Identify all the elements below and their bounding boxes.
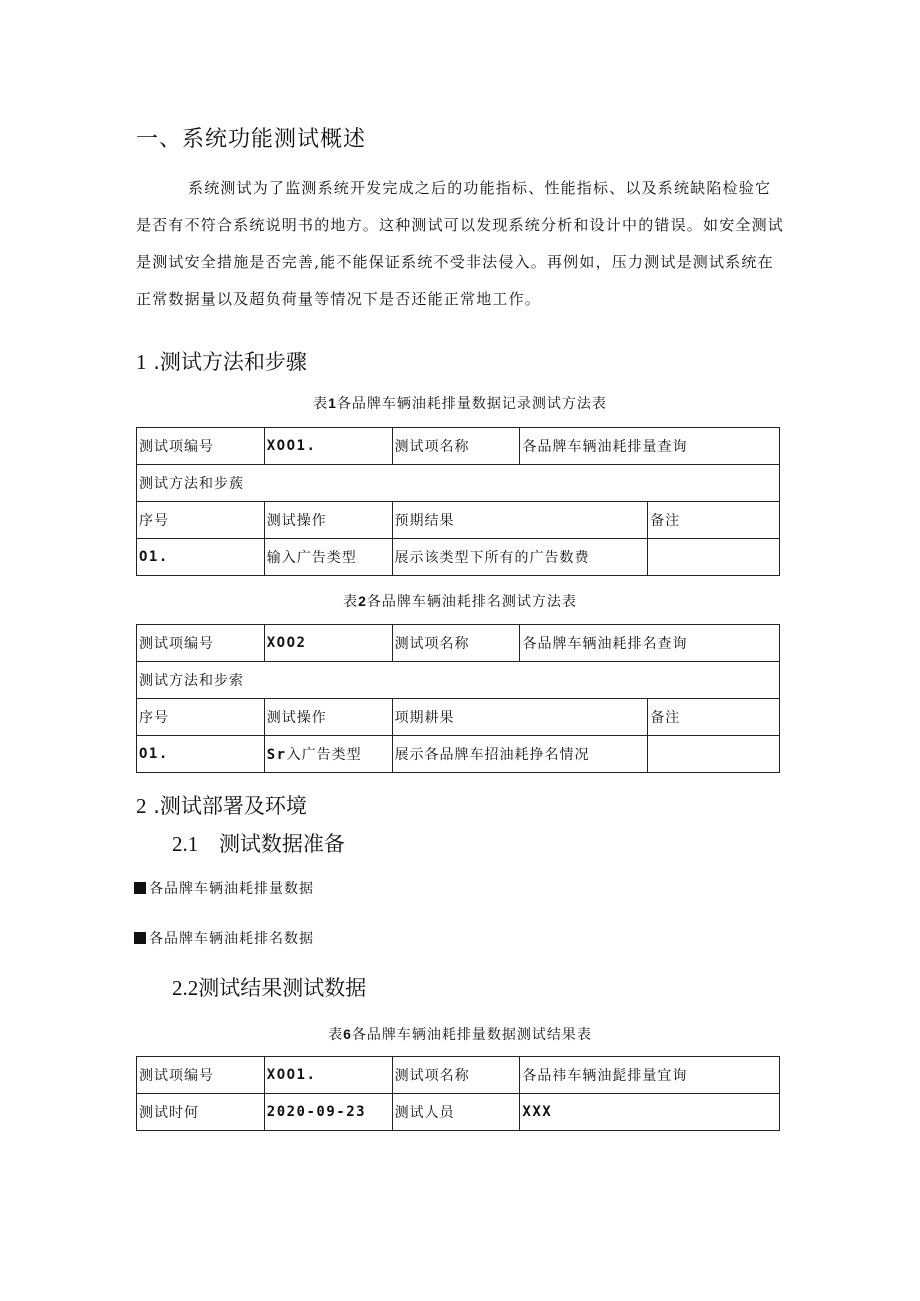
table-header-row — [137, 699, 780, 736]
table-row — [137, 1094, 780, 1131]
cell-name-value: 各品牌车辆油耗排名查询 — [520, 625, 780, 662]
table-row — [137, 465, 780, 502]
table-row — [137, 662, 780, 699]
cell-name-label: 测试项名称 — [392, 1057, 520, 1094]
cell-operation-text: 入广告类型 — [286, 747, 362, 763]
list-item: 各品牌车辆油耗排量数据 — [134, 878, 314, 898]
bullet-square-icon — [134, 882, 146, 894]
table1-caption: 表1各品牌车辆油耗排量数据记录测试方法表 — [313, 395, 607, 412]
subsection-number: 2.1 — [172, 832, 199, 856]
bullet-square-icon — [134, 932, 146, 944]
section-heading-test-method — [136, 346, 307, 376]
overview-paragraph: 系统测试为了监测系统开发完成之后的功能指标、性能指标、以及系统缺陷检验它是否有不符合系统说明书的地方。这种测试可以发现系统分析和设计中的错误。如安全测试是测试安全措施是否完善,能不能保证系统不受非法侵入。再例如，压力测试是测试系统在正常数据量以及超负荷量等情况下是否还能正常地工作。 — [136, 179, 785, 308]
cell-id-value: XOO1. — [264, 1057, 392, 1094]
header-note: 备注 — [648, 502, 780, 539]
cell-expected: 展示该类型下所有的广告数费 — [392, 539, 648, 576]
table-row — [137, 539, 780, 576]
cell-id-value: XOO1. — [264, 428, 392, 465]
cell-seq: O1. — [137, 736, 265, 773]
table-row — [137, 1057, 780, 1094]
section-title-overview: 一、系统功能测试概述 — [136, 127, 367, 152]
cell-operation: 输入广告类型 — [264, 539, 392, 576]
cell-expected: 展示各品牌车招油耗挣名情况 — [392, 736, 648, 773]
subsection-heading-results — [172, 972, 366, 1002]
header-note: 备注 — [648, 699, 780, 736]
cell-name-label: 测试项名称 — [392, 625, 520, 662]
subsection-heading-data-prep — [172, 828, 345, 858]
header-seq: 序号 — [137, 502, 265, 539]
table-row — [137, 625, 780, 662]
subsection-title: 测试数据准备 — [218, 832, 345, 856]
cell-method-label: 测试方法和步索 — [137, 662, 780, 699]
table6 — [136, 1056, 780, 1131]
cell-person-label: 测试人员 — [392, 1094, 520, 1131]
cell-name-value: 各品祎车辆油髭排量宜询 — [520, 1057, 780, 1094]
cell-id-label: 测试项编号 — [137, 428, 265, 465]
cell-note — [648, 736, 780, 773]
cell-method-label: 测试方法和步蔟 — [137, 465, 780, 502]
table6-caption: 表6各品牌车辆油耗排量数据测试结果表 — [328, 1026, 592, 1043]
cell-time-value: 2020-09-23 — [264, 1094, 392, 1131]
cell-name-label: 测试项名称 — [392, 428, 520, 465]
cell-operation-prefix: Sr — [266, 747, 287, 763]
cell-id-label: 测试项编号 — [137, 1057, 265, 1094]
cell-id-value: XOO2 — [264, 625, 392, 662]
cell-seq: O1. — [137, 539, 265, 576]
header-expected: 项期耕果 — [392, 699, 648, 736]
subsection-title: 测试结果测试数据 — [198, 976, 367, 1000]
subsection-number: 2.2 — [172, 976, 199, 1000]
cell-operation — [264, 736, 392, 773]
header-expected: 预期结果 — [392, 502, 648, 539]
table-row — [137, 428, 780, 465]
cell-name-value: 各品牌车辆油耗排量查询 — [520, 428, 780, 465]
section-title: .测试部署及环境 — [153, 794, 307, 818]
table2-caption: 表2各品牌车辆油耗排名测试方法表 — [343, 593, 577, 610]
section-title: .测试方法和步骤 — [153, 350, 307, 374]
section-heading-deploy — [136, 790, 307, 820]
section-number: 2 — [136, 794, 147, 818]
header-seq: 序号 — [137, 699, 265, 736]
section-number: 1 — [136, 350, 147, 374]
cell-note — [648, 539, 780, 576]
table2 — [136, 624, 780, 773]
table-header-row — [137, 502, 780, 539]
cell-person-value: XXX — [520, 1094, 780, 1131]
table1 — [136, 427, 780, 576]
table-row — [137, 736, 780, 773]
header-operation: 测试操作 — [264, 699, 392, 736]
header-operation: 测试操作 — [264, 502, 392, 539]
list-item: 各品牌车辆油耗排名数据 — [134, 928, 314, 948]
cell-id-label: 测试项编号 — [137, 625, 265, 662]
cell-time-label: 测试时何 — [137, 1094, 265, 1131]
